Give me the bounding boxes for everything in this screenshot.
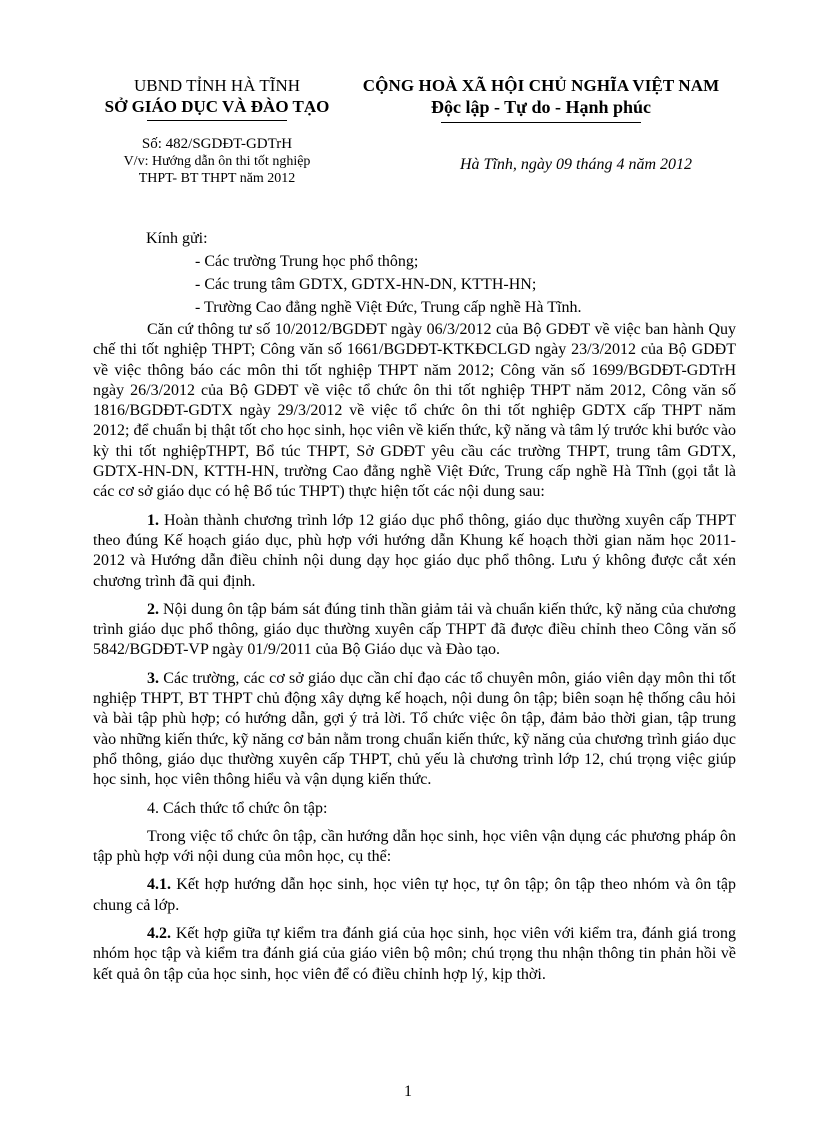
intro-paragraph: Căn cứ thông tư số 10/2012/BGDĐT ngày 06/3/2012 của Bộ GDĐT về việc ban hành Quy chế thi tốt nghiệp THPT; Công văn số 1661/BGDĐT-KTKĐCLGD ngày 23/3/2012 của Bộ GDĐT về việc thông báo các môn thi tốt nghiệp THPT năm 2012; Công văn số 1699/BGDĐT-GDTrH ngày 26/3/2012 của Bộ GDĐT về việc tổ chức ôn thi tốt nghiệp THPT năm 2012, Công văn số 1816/BGDĐT-GDTX ngày 29/3/2012 về việc tổ chức ôn thi tốt nghiệp GDTX cấp THPT năm 2012; để chuẩn bị thật tốt cho học sinh, học viên về kiến thức, kỹ năng và tâm lý trước khi bước vào kỳ thi tốt nghiệpTHPT, Bổ túc THPT, Sở GDĐT yêu cầu các trường THPT, trung tâm GDTX, GDTX-HN-DN, KTTH-HN, trường Cao đẳng nghề Việt Đức, Trung cấp nghề Hà Tĩnh (gọi tắt là các cơ sở giáo dục có hệ Bổ túc THPT) thực hiện tốt các nội dung sau:	[93, 321, 736, 501]
subject-line-1: V/v: Hướng dẫn ôn thi tốt nghiệp	[123, 154, 311, 169]
section-4-2	[93, 924, 736, 985]
document-body	[93, 320, 736, 985]
document-number: Số: 482/SGDĐT-GDTrH	[141, 136, 293, 152]
section-4-title: 4. Cách thức tổ chức ôn tập:	[147, 799, 328, 817]
org-line-1: UBND TỈNH HÀ TĨNH	[133, 76, 301, 95]
page-number: 1	[404, 1083, 412, 1100]
section-1-number: 1.	[147, 511, 159, 529]
org-underline	[147, 120, 287, 121]
subject-line-2: THPT- BT THPT năm 2012	[138, 170, 296, 186]
section-4-1-text: Kết hợp hướng dẫn học sinh, học viên tự học, tự ôn tập; ôn tập theo nhóm và ôn tập chung cả lớp.	[93, 876, 736, 914]
nation-line-2: Độc lập - Tự do - Hạnh phúc	[430, 97, 652, 117]
section-2-number: 2.	[147, 600, 159, 618]
section-4-intro: Trong việc tổ chức ôn tập, cần hướng dẫn học sinh, học viên vận dụng các phương pháp ôn tập phù hợp với nội dung của môn học, cụ thể:	[93, 827, 736, 866]
recipient-item: - Các trường Trung học phổ thông;	[195, 253, 419, 270]
section-1	[93, 511, 736, 592]
section-4-2-text: Kết hợp giữa tự kiểm tra đánh giá của học sinh, học viên với kiểm tra, đánh giá trong nhóm học tập và kiểm tra đánh giá của giáo viên bộ môn; chú trọng thu nhận thông tin phản hồi về kết quả ôn tập của học sinh, học viên để có điều chỉnh hợp lý, kịp thời.	[93, 925, 736, 983]
section-4-1	[93, 875, 736, 916]
section-3-number: 3.	[147, 669, 159, 687]
issuing-authority	[92, 75, 342, 121]
org-line-2: SỞ GIÁO DỤC VÀ ĐÀO TẠO	[104, 97, 330, 116]
national-motto	[352, 75, 730, 123]
place-date: Hà Tĩnh, ngày 09 tháng 4 năm 2012	[460, 156, 692, 173]
motto-underline	[441, 122, 641, 123]
section-4-1-number: 4.1.	[147, 876, 171, 894]
recipients-block	[146, 227, 581, 319]
section-2	[93, 600, 736, 661]
section-1-text: Hoàn thành chương trình lớp 12 giáo dục phổ thông, giáo dục thường xuyên cấp THPT theo đúng Kế hoạch giáo dục, phù hợp với hướng dẫn Khung kế hoạch thời gian năm học 2011-2012 và Hướng dẫn điều chỉnh nội dung dạy học giáo dục phổ thông. Lưu ý không được cắt xén chương trình đã qui định.	[93, 511, 736, 590]
recipients-greeting: Kính gửi:	[146, 230, 208, 247]
document-reference	[92, 135, 342, 187]
section-3	[93, 669, 736, 791]
nation-line-1: CỘNG HOÀ XÃ HỘI CHỦ NGHĨA VIỆT NAM	[362, 76, 720, 95]
section-2-text: Nội dung ôn tập bám sát đúng tinh thần giảm tải và chuẩn kiến thức, kỹ năng của chương trình giáo dục phổ thông, giáo dục thường xuyên cấp THPT đã được điều chỉnh theo Công văn số 5842/BGDĐT-VP ngày 01/9/2011 của Bộ Giáo dục và Đào tạo.	[93, 600, 736, 659]
section-4-2-number: 4.2.	[147, 925, 171, 943]
section-3-text: Các trường, các cơ sở giáo dục cần chỉ đạo các tổ chuyên môn, giáo viên dạy môn thi tốt nghiệp THPT, BT THPT chủ động xây dựng kế hoạch, nội dung ôn tập; biên soạn hệ thống câu hỏi và bài tập phù hợp; có hướng dẫn, gợi ý trả lời. Tổ chức việc ôn tập, đảm bảo thời gian, tập trung vào những kiến thức, kỹ năng cơ bản nằm trong chuẩn kiến thức, kỹ năng của chương trình giáo dục phổ thông, giáo dục thường xuyên cấp THPT, chủ yếu là chương trình lớp 12, chú trọng việc giúp học sinh, học viên thông hiểu và vận dụng kiến thức.	[93, 669, 736, 789]
recipient-item: - Các trung tâm GDTX, GDTX-HN-DN, KTTH-HN;	[195, 276, 537, 293]
recipient-item: - Trường Cao đẳng nghề Việt Đức, Trung cấp nghề Hà Tĩnh.	[195, 299, 582, 316]
